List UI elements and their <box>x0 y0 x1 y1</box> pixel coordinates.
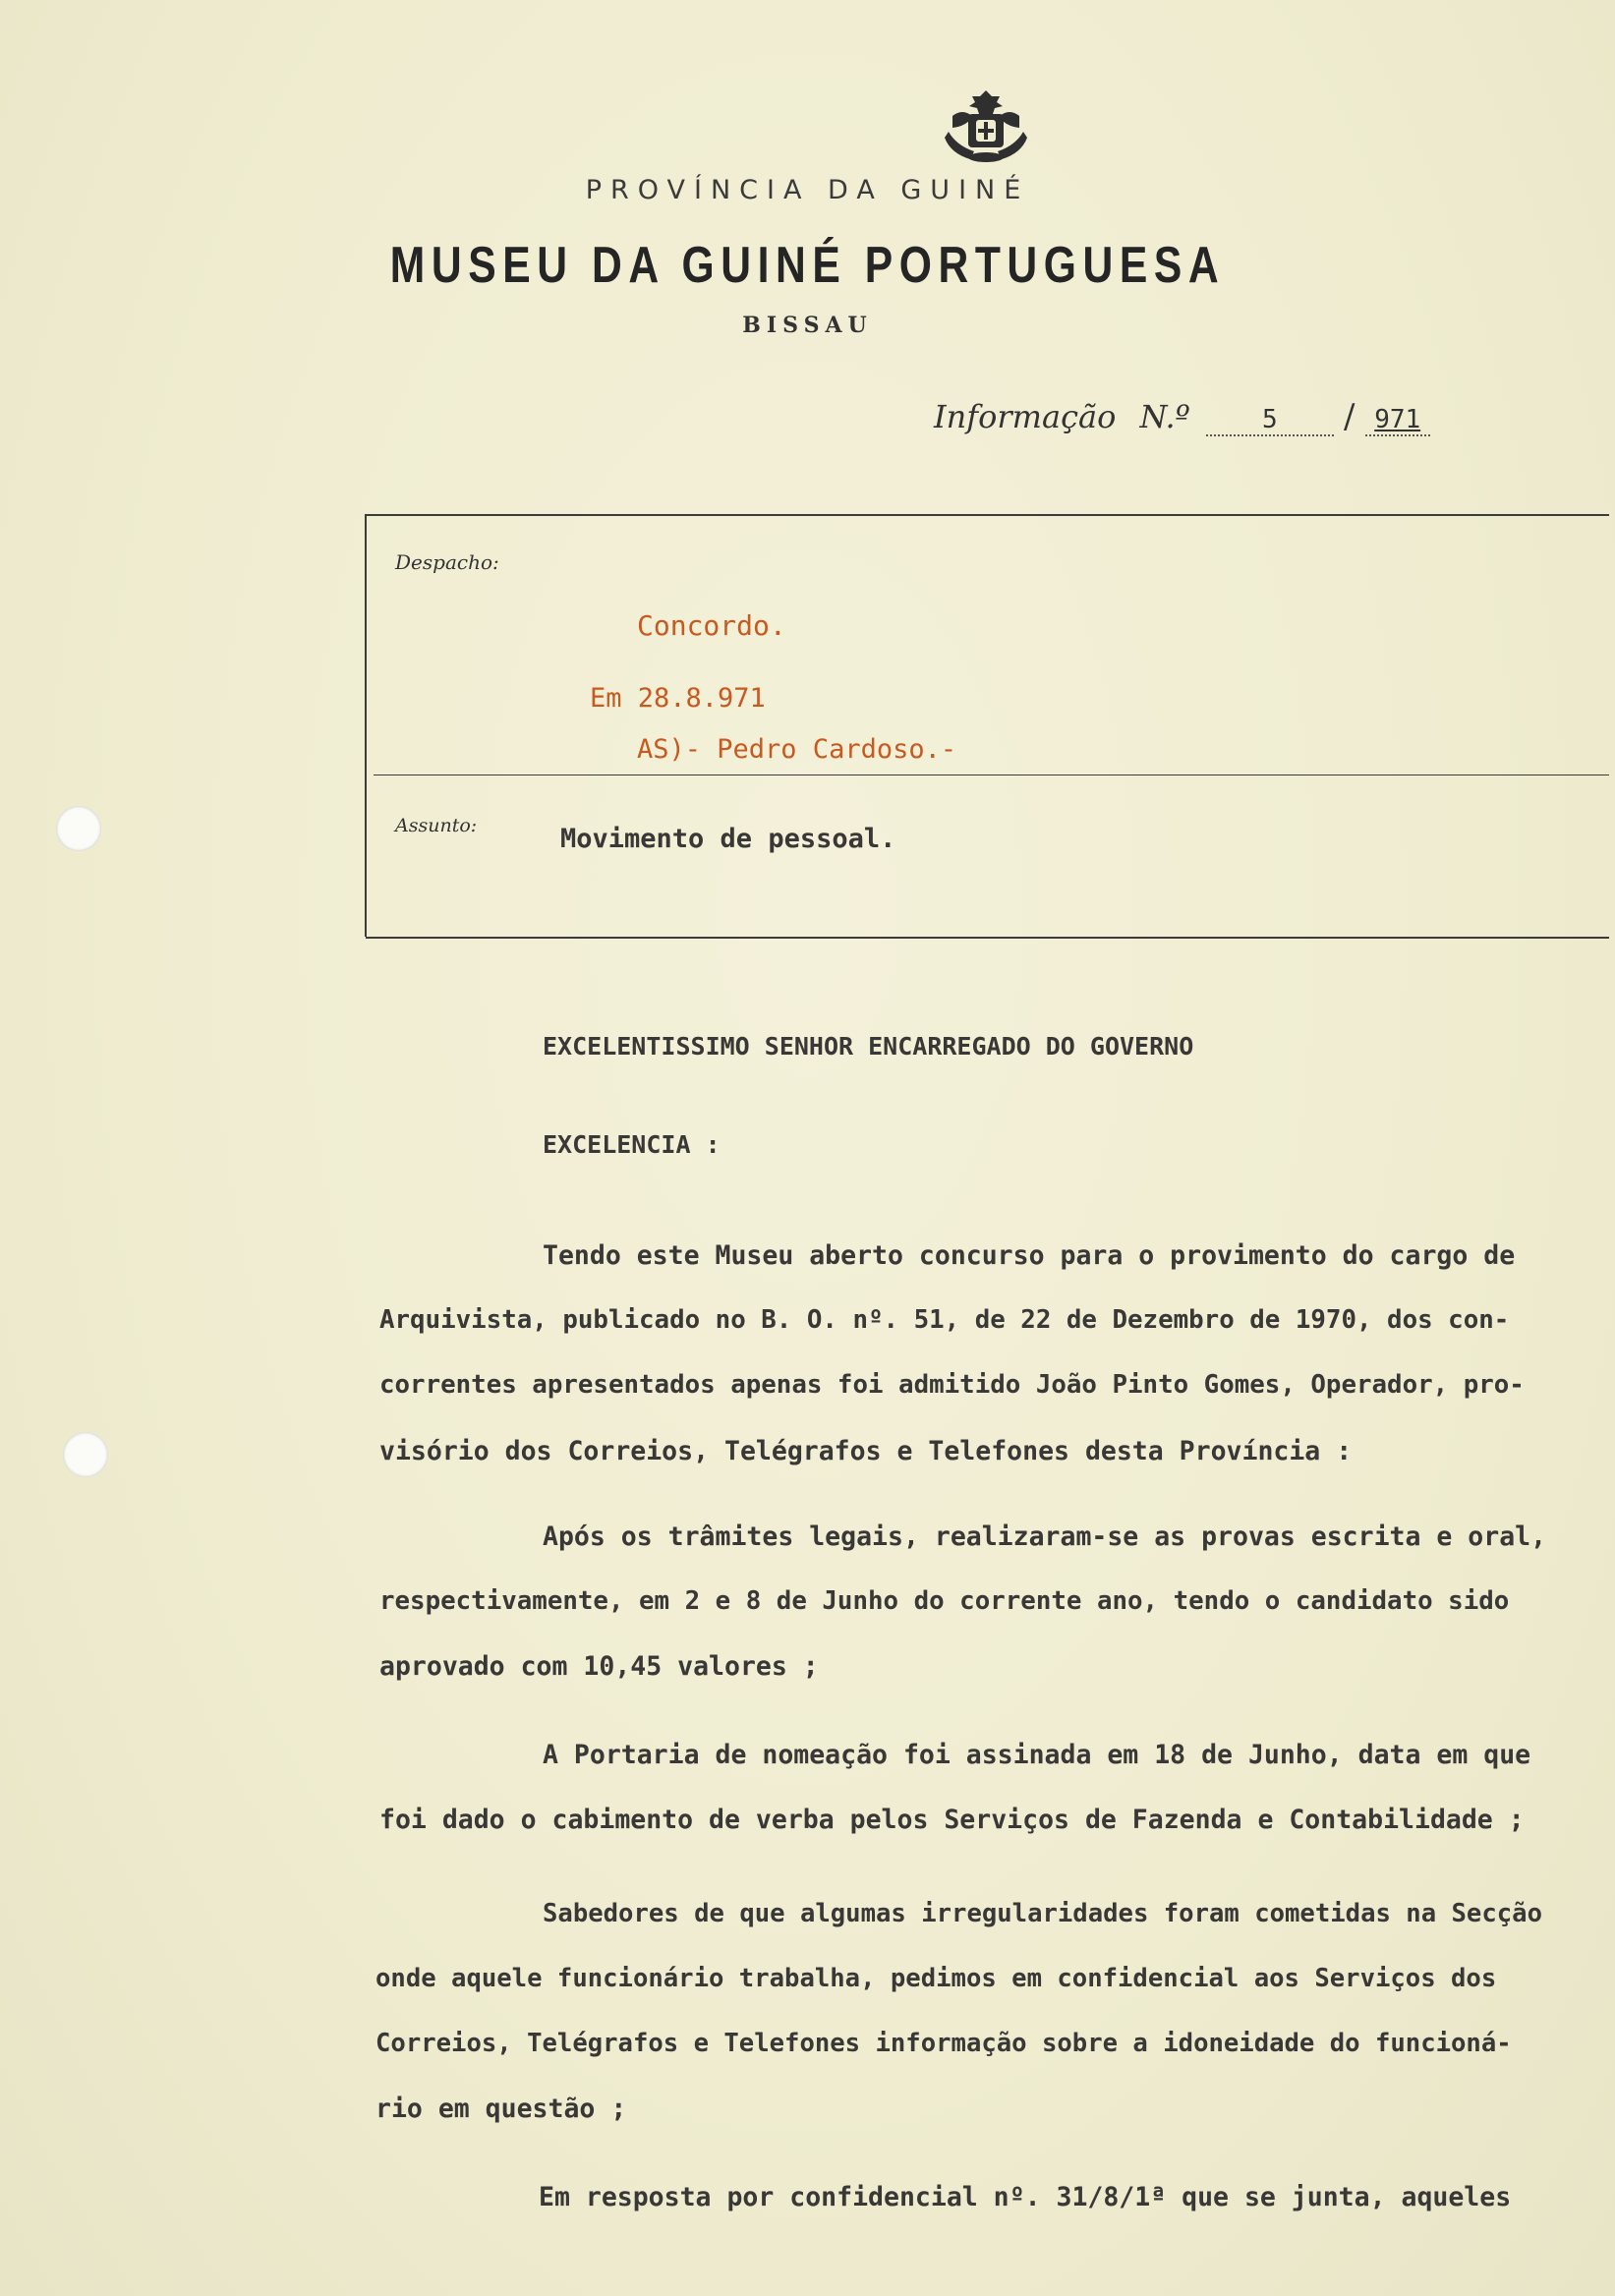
information-year: 971 <box>1365 405 1430 436</box>
dispatch-signature: AS)- Pedro Cardoso.- <box>637 734 957 765</box>
letter-line: foi dado o cabimento de verba pelos Serviços de Fazenda e Contabilidade ; <box>379 1805 1525 1835</box>
information-number: 5 <box>1206 405 1334 436</box>
subject-text: Movimento de pessoal. <box>560 824 896 854</box>
letter-line: Arquivista, publicado no B. O. nº. 51, de 22 de Dezembro de 1970, dos con- <box>379 1305 1510 1335</box>
coat-of-arms-icon <box>939 86 1033 165</box>
museum-title: MUSEU DA GUINÉ PORTUGUESA <box>389 237 1226 294</box>
letter-line: Tendo este Museu aberto concurso para o provimento do cargo de <box>543 1240 1516 1271</box>
greeting: EXCELENCIA : <box>543 1130 721 1159</box>
salutation: EXCELENTISSIMO SENHOR ENCARREGADO DO GOVERNO <box>543 1032 1194 1061</box>
letter-line: Após os trâmites legais, realizaram-se as provas escrita e oral, <box>543 1521 1547 1552</box>
letter-line: A Portaria de nomeação foi assinada em 18 de Junho, data em que <box>543 1740 1531 1770</box>
letter-line: Correios, Telégrafos e Telefones informação sobre a idoneidade do funcioná- <box>375 2029 1512 2058</box>
dispatch-decision: Concordo. <box>637 609 786 642</box>
letter-line: rio em questão ; <box>375 2094 627 2124</box>
letter-line: Em resposta por confidencial nº. 31/8/1ª que se junta, aqueles <box>539 2182 1512 2212</box>
subject-label: Assunto: <box>395 815 478 836</box>
box-left-rule <box>365 514 367 937</box>
letter-line: visório dos Correios, Telégrafos e Telefones desta Província : <box>379 1436 1353 1466</box>
box-bottom-rule <box>366 937 1609 939</box>
letter-line: respectivamente, em 2 e 8 de Junho do corrente ano, tendo o candidato sido <box>379 1586 1510 1616</box>
number-label: N.º <box>1139 398 1190 435</box>
punch-hole-bottom <box>63 1432 108 1477</box>
dispatch-date: Em 28.8.971 <box>590 683 766 714</box>
city-name: BISSAU <box>742 313 873 338</box>
letter-line: onde aquele funcionário trabalha, pedimos em confidencial aos Serviços dos <box>375 1964 1497 1993</box>
information-number-line: Informação N.º 5 / 971 <box>934 397 1430 436</box>
letter-line: correntes apresentados apenas foi admitido João Pinto Gomes, Operador, pro- <box>379 1370 1525 1400</box>
box-top-rule <box>366 514 1609 516</box>
letter-line: aprovado com 10,45 valores ; <box>379 1651 819 1682</box>
province-heading: PROVÍNCIA DA GUINÉ <box>585 175 1030 205</box>
information-label: Informação <box>934 398 1117 435</box>
punch-hole-top <box>56 806 101 851</box>
dispatch-label: Despacho: <box>395 550 499 574</box>
letter-line: Sabedores de que algumas irregularidades foram cometidas na Secção <box>543 1899 1542 1928</box>
